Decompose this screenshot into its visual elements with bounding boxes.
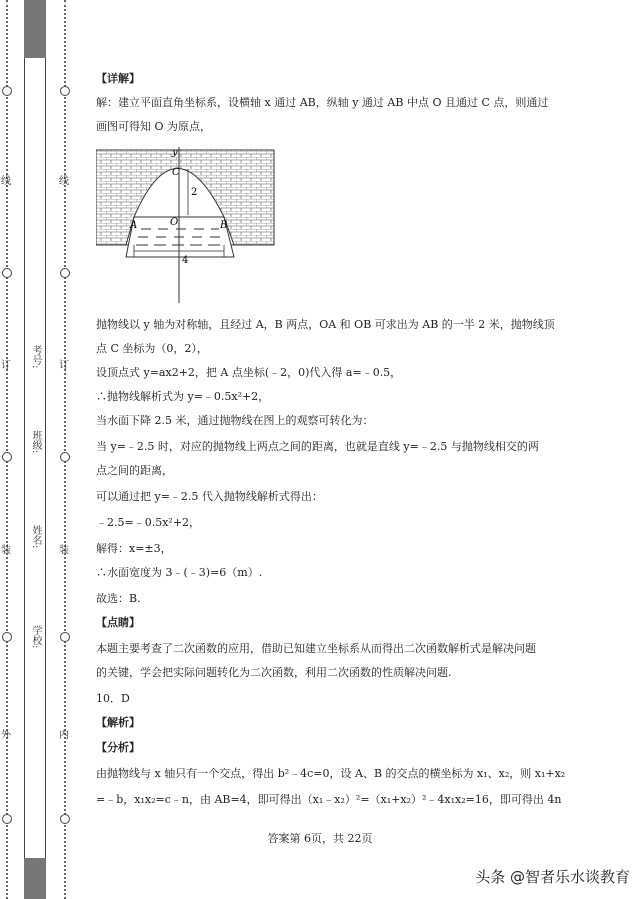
para-17: 10．D bbox=[96, 692, 130, 705]
para-2: 画图可得知 O 为原点， bbox=[96, 120, 212, 133]
punch-circle bbox=[2, 86, 12, 96]
a-label: A bbox=[130, 220, 138, 231]
para-14: 故选：B. bbox=[96, 592, 141, 605]
punch-circle bbox=[60, 86, 70, 96]
para-4: 点 C 坐标为（0，2）， bbox=[96, 342, 208, 355]
para-15: 本题主要考查了二次函数的应用，借助已知建立坐标系从而得出二次函数解析式是解决问题 bbox=[96, 642, 536, 655]
para-9: 点之间的距离， bbox=[96, 464, 173, 477]
punch-circle bbox=[60, 268, 70, 278]
section-analysis: 【解析】 bbox=[96, 716, 140, 729]
para-7: 当水面下降 2.5 米，通过抛物线在图上的观察可转化为： bbox=[96, 414, 374, 427]
bridge-diagram bbox=[96, 145, 276, 305]
para-1: 解：建立平面直角坐标系，设横轴 x 通过 AB，纵轴 y 通过 AB 中点 O 且通过 C 点，则通过 bbox=[96, 96, 549, 109]
watermark: 头条 @智者乐水谈教育 bbox=[475, 868, 630, 886]
student-info-strip bbox=[24, 58, 46, 858]
class-label bbox=[28, 430, 42, 457]
y-label: y bbox=[172, 147, 178, 158]
order-char-inner: 订 bbox=[59, 360, 69, 371]
punch-circle bbox=[2, 632, 12, 642]
para-13: ∴水面宽度为 3﹣(﹣3)=6（m）. bbox=[96, 566, 263, 579]
punch-circle bbox=[2, 452, 12, 462]
punch-circle bbox=[60, 452, 70, 462]
para-16: 的关键，学会把实际问题转化为二次函数，利用二次函数的性质解决问题. bbox=[96, 666, 452, 679]
para-18: 由抛物线与 x 轴只有一个交点，得出 b²﹣4c=0，设 A、B 的交点的横坐标为 x₁、x₂，则 x₁+x₂ bbox=[96, 767, 566, 780]
margin-band-bottom bbox=[24, 858, 46, 899]
outer-char: 外 bbox=[1, 730, 11, 741]
school-label-text: 学校: bbox=[30, 625, 41, 649]
para-19: =﹣b，x₁x₂=c﹣n，由 AB=4，即可得出（x₁﹣x₂）²=（x₁+x₂）²﹣4x₁x₂=16，即可得出 4n bbox=[96, 793, 562, 806]
line-char-outer: 线 bbox=[1, 176, 11, 187]
c-label: C bbox=[172, 167, 180, 178]
punch-circle bbox=[60, 632, 70, 642]
inner-char: 内 bbox=[59, 730, 69, 741]
section-analysis-2: 【分析】 bbox=[96, 741, 140, 754]
para-12: 解得：x=±3， bbox=[96, 542, 172, 555]
para-6: ∴抛物线解析式为 y=﹣0.5x²+2， bbox=[96, 390, 270, 403]
school-label bbox=[28, 625, 42, 652]
width-label: 4 bbox=[182, 255, 189, 266]
punch-circle bbox=[60, 814, 70, 824]
number-label-text: 考号: bbox=[30, 345, 41, 369]
margin-band-top bbox=[24, 0, 46, 58]
para-8: 当 y=﹣2.5 时，对应的抛物线上两点之间的距离，也就是直线 y=﹣2.5 与抛物线相交的两 bbox=[96, 440, 539, 453]
o-label: O bbox=[170, 217, 179, 228]
section-comment: 【点睛】 bbox=[96, 616, 140, 629]
binding-margin bbox=[0, 0, 80, 899]
para-11: ﹣2.5=﹣0.5x²+2， bbox=[96, 516, 201, 529]
page-footer: 答案第 6页，共 22页 bbox=[267, 832, 373, 845]
class-label-text: 班级: bbox=[30, 430, 41, 454]
name-label bbox=[28, 525, 42, 552]
para-3: 抛物线以 y 轴为对称轴，且经过 A，B 两点，OA 和 OB 可求出为 AB 的一半 2 米，抛物线顶 bbox=[96, 318, 555, 331]
bind-char-outer: 装 bbox=[1, 545, 11, 556]
parabola-bridge-figure bbox=[96, 145, 276, 309]
punch-circle bbox=[2, 268, 12, 278]
line-char-inner: 线 bbox=[59, 176, 69, 187]
section-detail: 【详解】 bbox=[96, 72, 140, 85]
b-label: B bbox=[220, 220, 228, 231]
punch-circle bbox=[2, 814, 12, 824]
cut-line-inner bbox=[64, 0, 66, 899]
number-label bbox=[28, 345, 42, 372]
name-label-text: 姓名: bbox=[30, 525, 41, 549]
bind-char-inner: 装 bbox=[59, 545, 69, 556]
para-10: 可以通过把 y=﹣2.5 代入抛物线解析式得出： bbox=[96, 490, 323, 503]
order-char-outer: 订 bbox=[1, 360, 11, 371]
height-label: 2 bbox=[191, 187, 198, 198]
para-5: 设顶点式 y=ax2+2，把 A 点坐标(﹣2，0)代入得 a=﹣0.5， bbox=[96, 366, 402, 379]
cut-line-outer bbox=[6, 0, 8, 899]
